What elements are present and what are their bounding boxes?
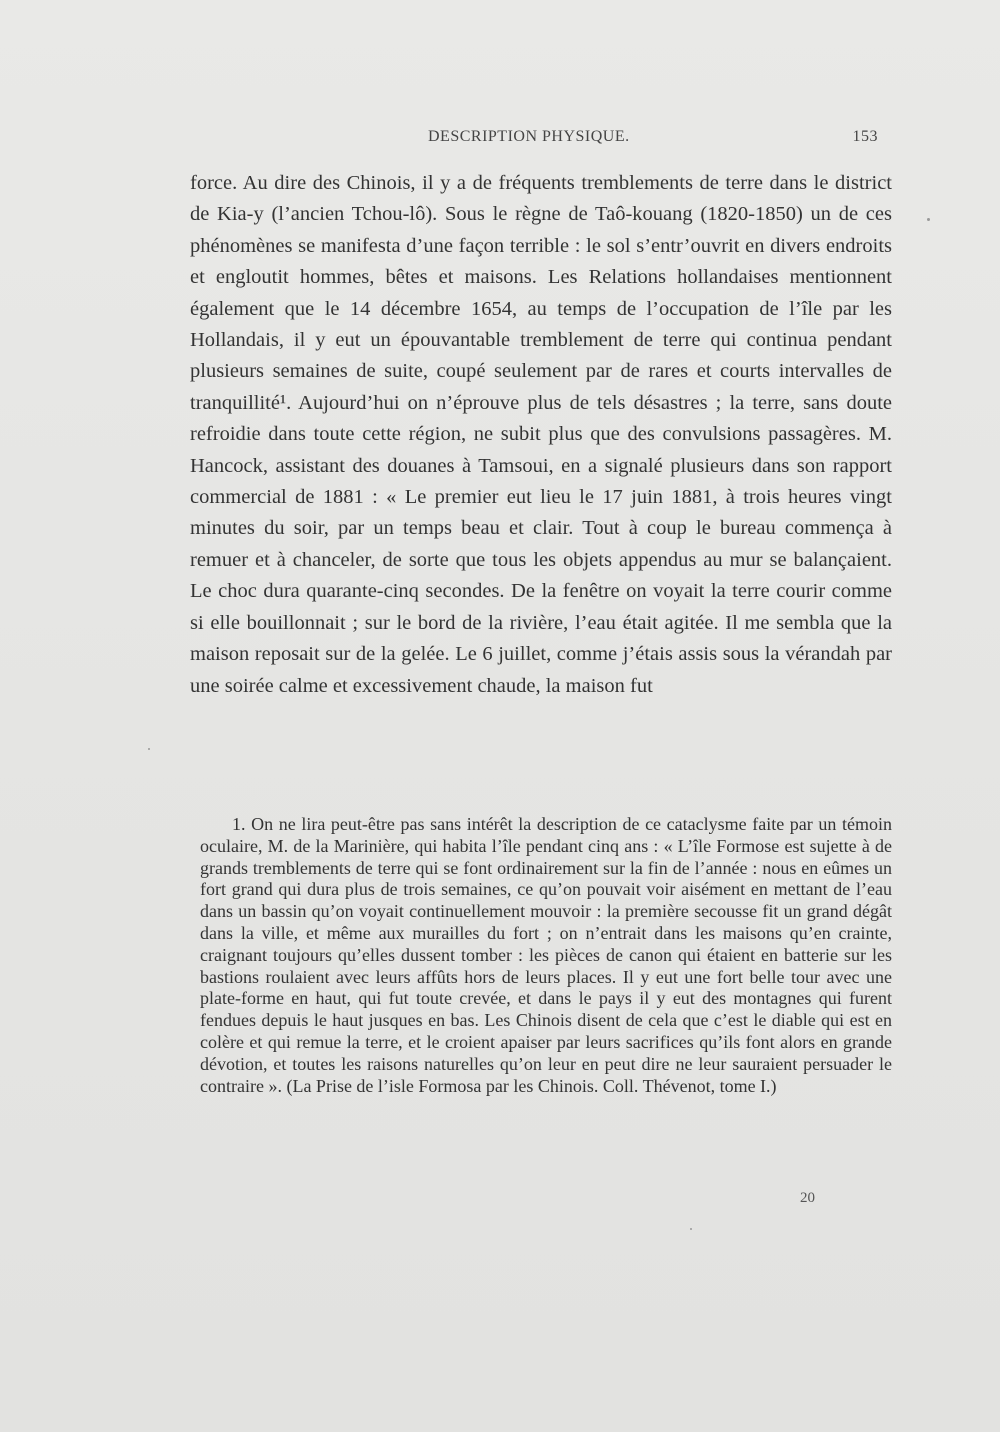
page-number: 153 bbox=[852, 128, 878, 145]
paper-speck bbox=[690, 1228, 692, 1230]
body-paragraph: force. Au dire des Chinois, il y a de fréquents tremblements de terre dans le district de Kia-y (l’ancien Tchou-lô). Sous le règne de Taô-kouang (1820-1850) un de ces phénomènes se manifesta d’une façon terrible : le sol s’entr’ouvrit en divers endroits et engloutit hommes, bêtes et maisons. Les Relations hollandaises mentionnent également que le 14 décembre 1654, au temps de l’occupation de l’île par les Hollandais, il y eut un épouvantable tremblement de terre qui continua pendant plusieurs semaines de suite, coupé seulement par de rares et courts intervalles de tranquillité¹. Aujourd’hui on n’éprouve plus de tels désastres ; la terre, sans doute refroidie dans toute cette région, ne subit plus que des convulsions passagères. M. Hancock, assistant des douanes à Tamsoui, en a signalé plusieurs dans son rapport commercial de 1881 : « Le premier eut lieu le 17 juin 1881, à trois heures vingt minutes du soir, par un temps beau et clair. Tout à coup le bureau commença à remuer et à chanceler, de sorte que tous les objets appendus au mur se balançaient. Le choc dura quarante-cinq secondes. De la fenêtre on voyait la terre courir comme si elle bouillonnait ; sur le bord de la rivière, l’eau était agitée. Il me sembla que la maison reposait sur de la gelée. Le 6 juillet, comme j’étais assis sous la vérandah par une soirée calme et excessivement chaude, la maison fut bbox=[190, 172, 892, 697]
paper-speck bbox=[927, 218, 930, 221]
footnote bbox=[200, 814, 892, 1097]
running-head: DESCRIPTION PHYSIQUE. bbox=[428, 128, 630, 145]
footnote-text: 1. On ne lira peut-être pas sans intérêt la description de ce cataclysme faite par un témoin oculaire, M. de la Marinière, qui habita l’île pendant cinq ans : « L’île Formose est sujette à de grands tremblements de terre qui se font ordinairement sur la fin de l’année : nous en eûmes un fort grand qui dura plus de trois semaines, ce qu’on pouvait voir aisément en mettant de l’eau dans un bassin qu’on voyait continuellement mouvoir : la première secousse fit un grand dégât dans la ville, et même aux murailles du fort ; on n’entrait dans les maisons qu’en crainte, craignant toujours qu’elles dussent tomber : les pièces de canon qui étaient en batterie sur les bastions roulaient avec leurs affûts hors de leurs places. Il y eut une fort belle tour avec une plate-forme en haut, qui fut toute crevée, et dans le pays il y eut des montagnes qui furent fendues depuis le haut jusques en bas. Les Chinois disent de cela que c’est le diable qui est en colère et qui remue la terre, et le croient apaiser par leurs sacrifices qu’ils font alors en grande dévotion, et toutes les raisons naturelles qu’on leur en peut dire ne leur sauraient persuader le contraire ». (La Prise de l’isle Formosa par les Chinois. Coll. Thévenot, tome I.) bbox=[200, 814, 892, 1096]
paper-speck bbox=[148, 748, 150, 750]
signature-mark: 20 bbox=[800, 1190, 815, 1206]
main-text bbox=[190, 168, 892, 702]
page-header bbox=[190, 128, 890, 152]
